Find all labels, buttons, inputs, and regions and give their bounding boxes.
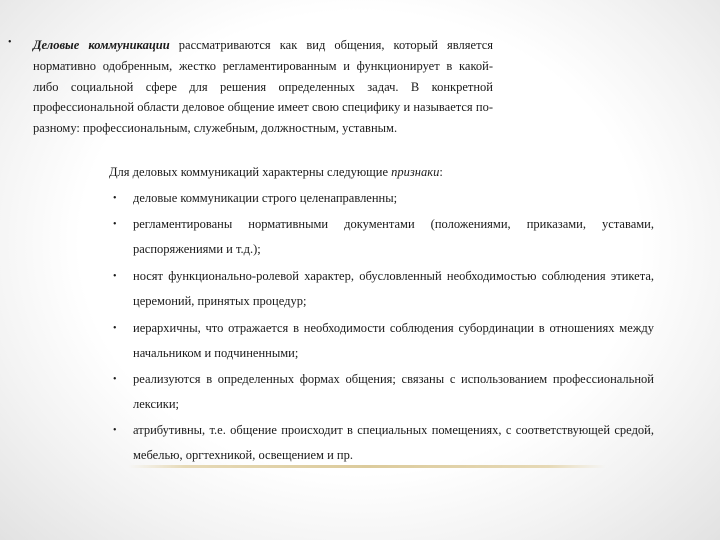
list-bullet: • [113,270,117,282]
list-item [109,186,654,212]
definition-paragraph [33,35,493,139]
list-item [109,212,654,263]
list-item [109,264,654,315]
list-bullet: • [113,424,117,436]
intro-prefix: Для деловых коммуникаций характерны следующие [109,165,392,179]
list-bullet: • [113,193,117,204]
intro-emphasis: признаки [391,165,440,179]
list-bullet: • [113,322,117,334]
list-item-text: реализуются в определенных формах общения; связаны с использованием профессиональной лексики; [133,371,654,411]
list-bullet: • [113,218,117,230]
definition-text: рассматриваются как вид общения, который является нормативно одобренным, жестко регламентированным и функционирует в какой-либо социальной сфере для решения определенных задач. В конкретной профессиональной области деловое общение имеет свою специфику и называется по-разному: профессиональным, служебным, должностным, уставным. [33,38,493,136]
decorative-underline [128,465,606,468]
paragraph-bullet: • [8,37,12,48]
list-item-text: регламентированы нормативными документами (положениями, приказами, уставами, распоряжениями и т.д.); [133,216,654,256]
list-bullet: • [113,373,117,385]
list-item [109,367,654,418]
list-item-text: деловые коммуникации строго целенаправленны; [133,191,398,205]
list-item [109,316,654,367]
list-item-text: носят функционально-ролевой характер, обусловленный необходимостью соблюдения этикета, церемоний, принятых процедур; [133,268,654,308]
intro-suffix: : [439,165,443,179]
term-business-communications: Деловые коммуникации [33,38,170,52]
list-item-text: атрибутивны, т.е. общение происходит в специальных помещениях, с соответствующей средой, мебелью, оргтехникой, освещением и пр. [133,422,654,462]
features-list [109,186,654,469]
features-intro [109,162,669,182]
list-item-text: иерархичны, что отражается в необходимости соблюдения субординации в отношениях между начальником и подчиненными; [133,320,654,360]
list-item [109,418,654,469]
